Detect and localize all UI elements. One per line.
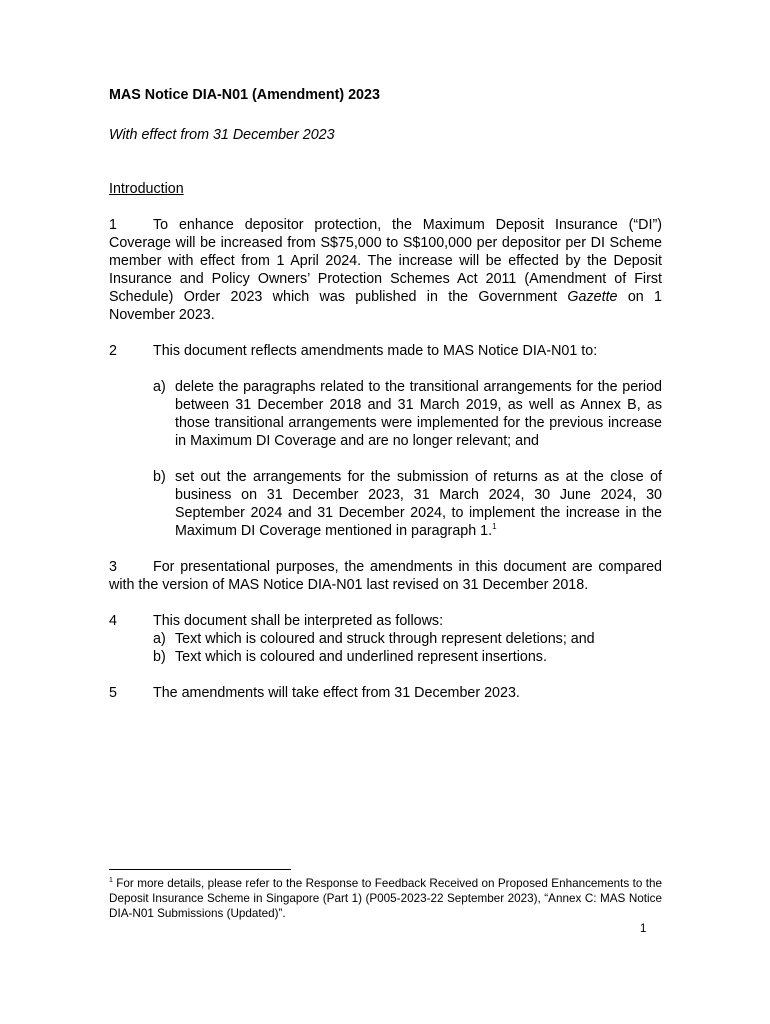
paragraph-text: The amendments will take effect from 31 December 2023. <box>153 685 520 701</box>
paragraph-4 <box>109 612 662 630</box>
paragraph-2 <box>109 342 662 360</box>
paragraph-text: For presentational purposes, the amendments in this document are compared with the version of MAS Notice DIA-N01 last revised on 31 December 2018. <box>109 559 662 593</box>
paragraph-number: 4 <box>109 613 117 629</box>
gazette-emphasis: Gazette <box>567 289 618 305</box>
list-item-label: a) <box>153 379 166 395</box>
footnote-divider <box>109 869 291 870</box>
list-item-text: Text which is coloured and struck through represent deletions; and <box>175 631 595 647</box>
paragraph-number: 2 <box>109 343 117 359</box>
document-body <box>109 86 662 702</box>
list-item-label: b) <box>153 649 166 665</box>
footnote <box>109 876 662 921</box>
section-heading-introduction: Introduction <box>109 181 184 197</box>
paragraph-number: 1 <box>109 217 117 233</box>
list-item-text-wrap <box>175 468 662 540</box>
list-item <box>153 648 662 666</box>
list-item-text: set out the arrangements for the submission of returns as at the close of business on 31 December 2023, 31 March 2024, 30 June 2024, 30 September 2024 and 31 December 2024, to implement the increase in the Maximum DI Coverage mentioned in paragraph 1. <box>175 469 662 539</box>
list-item <box>153 630 662 648</box>
footnote-reference[interactable]: 1 <box>492 522 497 532</box>
page-number: 1 <box>640 923 647 935</box>
paragraph-number: 5 <box>109 685 117 701</box>
paragraph-4-list <box>153 630 662 666</box>
paragraph-text: This document shall be interpreted as follows: <box>153 613 444 629</box>
list-item-text: delete the paragraphs related to the transitional arrangements for the period between 31 December 2018 and 31 March 2019, as well as Annex B, as those transitional arrangements were implemented for the previous increase in Maximum DI Coverage and are no longer relevant; and <box>175 379 662 449</box>
paragraph-text-end: on 1 November 2023. <box>109 289 662 323</box>
paragraph-3 <box>109 558 662 594</box>
list-item-text: Text which is coloured and underlined represent insertions. <box>175 649 547 665</box>
document-title: MAS Notice DIA-N01 (Amendment) 2023 <box>109 87 380 103</box>
list-item <box>153 378 662 450</box>
footnote-number: 1 <box>109 877 113 885</box>
list-item <box>153 468 662 540</box>
paragraph-1 <box>109 216 662 324</box>
paragraph-number: 3 <box>109 559 117 575</box>
paragraph-text: To enhance depositor protection, the Maximum Deposit Insurance (“DI”) Coverage will be increased from S$75,000 to S$100,000 per depositor per DI Scheme member with effect from 1 April 2024. The increase will be effected by the Deposit Insurance and Policy Owners’ Protection Schemes Act 2011 (Amendment of First Schedule) Order 2023 which was published in the Government <box>109 217 662 305</box>
paragraph-5 <box>109 684 662 702</box>
effective-date-subtitle: With effect from 31 December 2023 <box>109 127 335 143</box>
list-item-label: a) <box>153 631 166 647</box>
footnote-text: For more details, please refer to the Response to Feedback Received on Proposed Enhancements to the Deposit Insurance Scheme in Singapore (Part 1) (P005-2023-22 September 2023), “Annex C: MAS Notice DIA-N01 Submissions (Updated)”. <box>109 877 662 920</box>
paragraph-2-list <box>153 378 662 540</box>
paragraph-text: This document reflects amendments made to MAS Notice DIA-N01 to: <box>153 343 598 359</box>
list-item-label: b) <box>153 469 166 485</box>
